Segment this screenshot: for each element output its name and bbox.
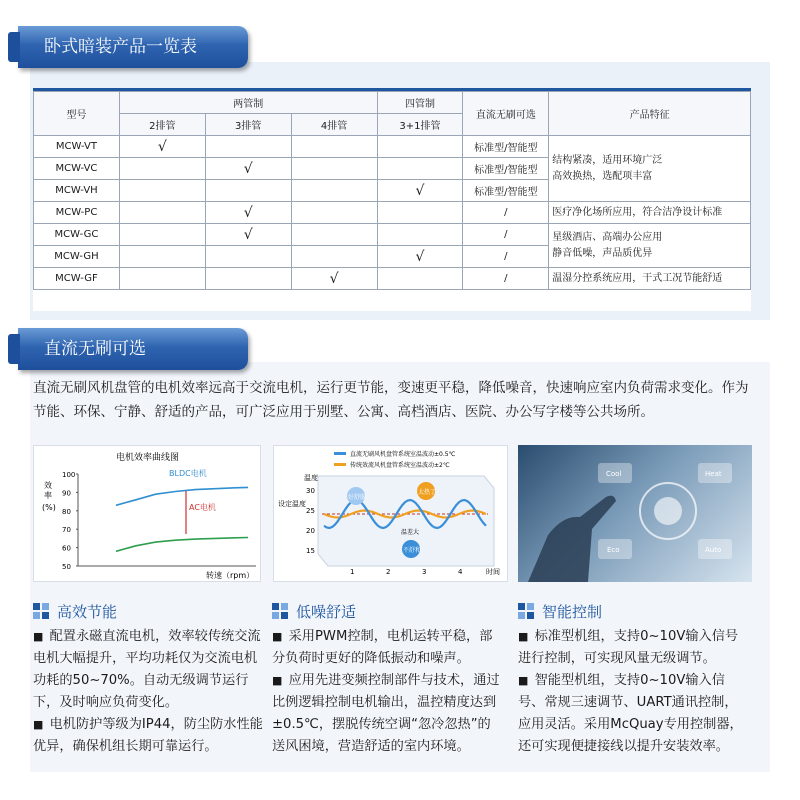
check-cell: √ bbox=[205, 158, 291, 180]
y-tick-label: 25 bbox=[306, 507, 315, 515]
dc-cell: 标准型/智能型 bbox=[463, 180, 549, 202]
header-3-row: 3排管 bbox=[205, 114, 291, 136]
header-3plus1-row: 3+1排管 bbox=[377, 114, 463, 136]
x-tick-label: 1 bbox=[350, 568, 355, 576]
hot-tag: 太热了 bbox=[418, 489, 437, 496]
model-cell: MCW-VC bbox=[34, 158, 120, 180]
bullet: ■ bbox=[272, 674, 283, 687]
check-cell bbox=[205, 268, 291, 290]
y-tick-label: 100 bbox=[62, 471, 76, 479]
header-four-pipe: 四管制 bbox=[377, 92, 463, 114]
y-tick-label: 15 bbox=[306, 547, 315, 555]
header-4-row: 4排管 bbox=[291, 114, 377, 136]
model-cell: MCW-VT bbox=[34, 136, 120, 158]
check-cell bbox=[205, 180, 291, 202]
x-axis-label: 时间 bbox=[486, 568, 500, 576]
feature-text: 采用PWM控制，电机运转平稳，部分负荷时更好的降低振动和噪声。 bbox=[272, 629, 493, 666]
ac-label: AC电机 bbox=[189, 503, 216, 512]
x-tick-label: 4 bbox=[458, 568, 463, 576]
feature-body bbox=[272, 626, 502, 758]
feature-blocks-icon bbox=[272, 603, 290, 619]
y-tick-label: 50 bbox=[62, 563, 71, 571]
check-cell bbox=[291, 180, 377, 202]
bullet: ■ bbox=[518, 630, 529, 643]
legend-swatch bbox=[334, 452, 346, 455]
check-cell bbox=[377, 202, 463, 224]
chart-title: 电机效率曲线图 bbox=[116, 453, 180, 463]
temperature-chart-panel bbox=[273, 445, 508, 582]
feature-text: 应用先进变频控制部件与技术，通过比例逻辑控制电机输出，温控精度达到±0.5℃，摆脱传统空调“忽冷忽热”的送风困境，营造舒适的室内环境。 bbox=[272, 673, 500, 754]
auto-label: Auto bbox=[705, 546, 722, 554]
feature-item bbox=[272, 626, 502, 670]
heat-label: Heat bbox=[705, 470, 722, 478]
hand-silhouette bbox=[528, 496, 616, 582]
y-tick-label: 30 bbox=[306, 487, 315, 495]
chart-ylabel: 效率(%) bbox=[42, 481, 56, 512]
smart-control-image bbox=[518, 445, 752, 582]
model-cell: MCW-VH bbox=[34, 180, 120, 202]
model-cell: MCW-GH bbox=[34, 246, 120, 268]
model-cell: MCW-PC bbox=[34, 202, 120, 224]
eco-label: Eco bbox=[607, 546, 620, 554]
header-2-row: 2排管 bbox=[119, 114, 205, 136]
check-cell bbox=[377, 136, 463, 158]
dial-center bbox=[654, 497, 682, 525]
dc-cell: / bbox=[463, 268, 549, 290]
temperature-chart bbox=[274, 446, 509, 583]
check-cell bbox=[291, 202, 377, 224]
feature-body bbox=[33, 626, 263, 758]
check-cell: √ bbox=[205, 202, 291, 224]
header-dc-option: 直流无刷可选 bbox=[463, 92, 549, 136]
set-temp-label: 设定温度 bbox=[278, 500, 306, 508]
check-cell bbox=[119, 246, 205, 268]
y-tick-label: 20 bbox=[306, 527, 315, 535]
table-row bbox=[34, 224, 751, 246]
dc-cell: / bbox=[463, 224, 549, 246]
feature-title: 智能控制 bbox=[542, 602, 603, 621]
y-tick-label: 90 bbox=[62, 489, 71, 498]
feature-heading bbox=[33, 598, 263, 624]
feature-heading bbox=[518, 598, 748, 624]
product-table bbox=[33, 88, 751, 311]
uncomfy-tag: 不舒和 bbox=[403, 547, 422, 554]
bldc-label: BLDC电机 bbox=[169, 469, 207, 478]
feature-line: 高效换热，选配项丰富 bbox=[552, 170, 653, 182]
check-cell bbox=[119, 268, 205, 290]
y-tick-label: 60 bbox=[62, 544, 71, 553]
y-tick-label: 70 bbox=[62, 526, 71, 535]
check-cell bbox=[291, 246, 377, 268]
legend-item: 直流无刷风机盘管系统室温波动±0.5℃ bbox=[350, 451, 456, 458]
feature-smart-control bbox=[518, 598, 748, 758]
check-cell bbox=[377, 268, 463, 290]
dc-cell: / bbox=[463, 202, 549, 224]
feature-line: 静音低噪，声品质优异 bbox=[552, 247, 653, 259]
feature-body bbox=[518, 626, 748, 758]
bullet: ■ bbox=[33, 630, 44, 643]
check-cell bbox=[291, 158, 377, 180]
y-tick-label: 80 bbox=[62, 507, 71, 516]
chart-xlabel: 转速（rpm） bbox=[206, 571, 255, 580]
bullet: ■ bbox=[272, 630, 283, 643]
efficiency-chart-panel bbox=[33, 445, 261, 582]
dc-cell: / bbox=[463, 246, 549, 268]
x-tick-label: 2 bbox=[386, 568, 391, 576]
comfort-tag: 好舒服 bbox=[348, 494, 367, 501]
section-title-dc-brushless: 直流无刷可选 bbox=[18, 328, 248, 370]
header-model: 型号 bbox=[34, 92, 120, 136]
feature-cell bbox=[549, 224, 751, 268]
cool-label: Cool bbox=[606, 470, 622, 478]
check-cell bbox=[291, 136, 377, 158]
smart-control-graphic bbox=[518, 445, 752, 582]
bullet: ■ bbox=[33, 718, 44, 731]
model-cell: MCW-GF bbox=[34, 268, 120, 290]
series-line bbox=[116, 538, 248, 552]
header-features: 产品特征 bbox=[549, 92, 751, 136]
check-cell: √ bbox=[205, 224, 291, 246]
feature-text: 智能型机组，支持0~10V输入信号、常规三速调节、UART通讯控制，应用灵活。采用McQuay专用控制器，还可实现便捷接线以提升安装效率。 bbox=[518, 673, 743, 754]
check-cell bbox=[377, 224, 463, 246]
feature-item bbox=[33, 626, 263, 714]
bullet: ■ bbox=[518, 674, 529, 687]
feature-heading bbox=[272, 598, 502, 624]
check-cell: √ bbox=[377, 180, 463, 202]
feature-text: 电机防护等级为IP44，防尘防水性能优异，确保机组长期可靠运行。 bbox=[33, 717, 263, 754]
diff-label: 温差大 bbox=[401, 529, 420, 536]
table-row bbox=[34, 136, 751, 158]
feature-title: 高效节能 bbox=[57, 602, 118, 621]
y-axis-label: 温度 bbox=[304, 474, 318, 482]
feature-cell bbox=[549, 136, 751, 202]
feature-line: 结构紧凑，适用环境广泛 bbox=[552, 154, 663, 166]
model-cell: MCW-GC bbox=[34, 224, 120, 246]
check-cell bbox=[291, 224, 377, 246]
table-row bbox=[34, 268, 751, 290]
series-line bbox=[116, 487, 248, 505]
check-cell: √ bbox=[119, 136, 205, 158]
check-cell bbox=[377, 158, 463, 180]
legend-item: 传统效流风机盘管系统室温波动±2℃ bbox=[350, 462, 450, 469]
feature-item bbox=[518, 670, 748, 758]
efficiency-chart bbox=[34, 446, 262, 583]
legend-swatch bbox=[334, 463, 346, 466]
check-cell: √ bbox=[291, 268, 377, 290]
feature-energy-saving bbox=[33, 598, 263, 758]
intro-paragraph: 直流无刷风机盘管的电机效率远高于交流电机，运行更节能，变速更平稳，降低噪音，快速响应室内负荷需求变化。作为节能、环保、宁静、舒适的产品，可广泛应用于别墅、公寓、高档酒店、医院、办公写字楼等公共场所。 bbox=[33, 380, 749, 420]
header-two-pipe: 两管制 bbox=[119, 92, 377, 114]
feature-text: 标准型机组，支持0~10V输入信号进行控制，可实现风量无级调节。 bbox=[518, 629, 739, 666]
feature-low-noise bbox=[272, 598, 502, 758]
feature-line: 星级酒店、高端办公应用 bbox=[552, 231, 663, 243]
feature-blocks-icon bbox=[518, 603, 536, 619]
check-cell: √ bbox=[377, 246, 463, 268]
check-cell bbox=[119, 202, 205, 224]
check-cell bbox=[119, 158, 205, 180]
section-title-product-list: 卧式暗装产品一览表 bbox=[18, 26, 248, 68]
feature-cell: 温湿分控系统应用，干式工况节能舒适 bbox=[549, 268, 751, 290]
check-cell bbox=[119, 180, 205, 202]
feature-item bbox=[272, 670, 502, 758]
table-row bbox=[34, 202, 751, 224]
x-tick-label: 3 bbox=[422, 568, 427, 576]
check-cell bbox=[119, 224, 205, 246]
feature-title: 低噪舒适 bbox=[296, 602, 357, 621]
check-cell bbox=[205, 246, 291, 268]
feature-item bbox=[33, 714, 263, 758]
check-cell bbox=[205, 136, 291, 158]
feature-item bbox=[518, 626, 748, 670]
dc-cell: 标准型/智能型 bbox=[463, 136, 549, 158]
feature-blocks-icon bbox=[33, 603, 51, 619]
feature-text: 配置永磁直流电机，效率较传统交流电机大幅提升，平均功耗仅为交流电机功耗的50~70%。自动无级调节运行下，及时响应负荷变化。 bbox=[33, 629, 261, 710]
dc-cell: 标准型/智能型 bbox=[463, 158, 549, 180]
feature-cell: 医疗净化场所应用，符合洁净设计标准 bbox=[549, 202, 751, 224]
